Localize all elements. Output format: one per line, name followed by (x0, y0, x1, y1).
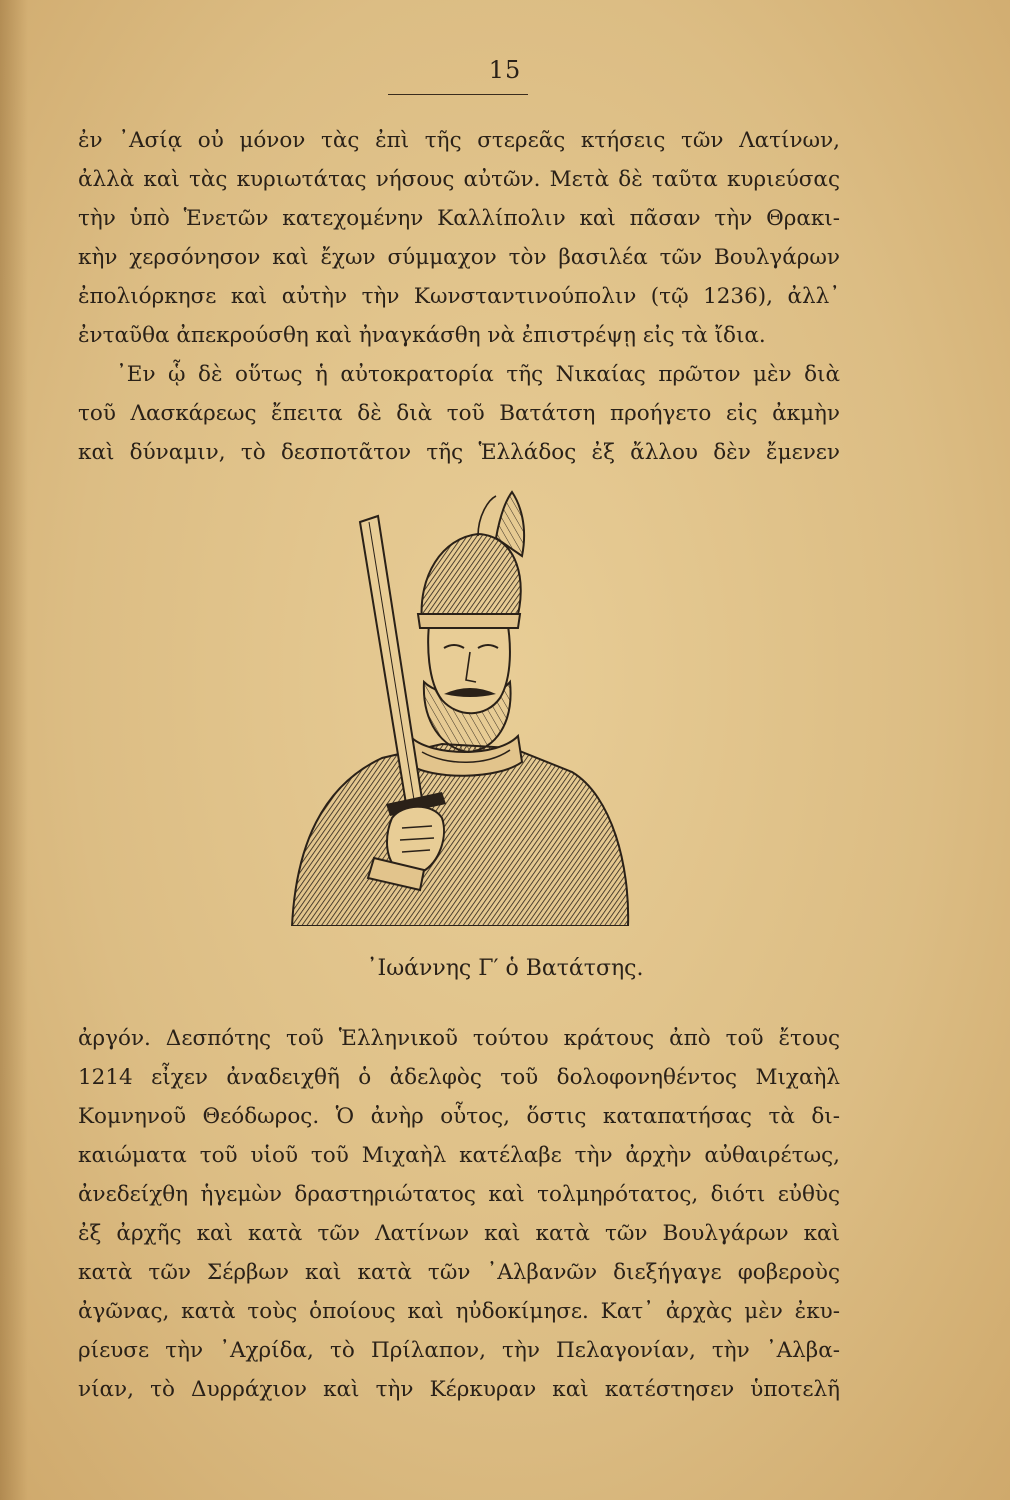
text-line: ἀργόν. Δεσπότης τοῦ Ἑλληνικοῦ τούτου κράτους ἀπὸ τοῦ ἔτους (78, 1026, 840, 1051)
text-line: 1214 εἶχεν ἀναδειχθῆ ὁ ἀδελφὸς τοῦ δολοφονηθέντος Μιχαὴλ (78, 1065, 840, 1090)
text-line: ἐνταῦθα ἀπεκρούσθη καὶ ἠναγκάσθη νὰ ἐπιστρέψῃ εἰς τὰ ἴδια. (78, 323, 766, 348)
text-line: καὶ δύναμιν, τὸ δεσποτᾶτον τῆς Ἑλλάδος ἐξ ἄλλου δὲν ἔμενεν (78, 440, 840, 465)
text-line: κατὰ τῶν Σέρβων καὶ κατὰ τῶν ᾿Αλβανῶν διεξήγαγε φοβεροὺς (78, 1260, 840, 1285)
text-line: καιώματα τοῦ υἱοῦ τοῦ Μιχαὴλ κατέλαβε τὴν ἀρχὴν αὐθαιρέτως, (78, 1143, 840, 1168)
text-line-paragraph-start: ᾿Εν ᾧ δὲ οὕτως ἡ αὐτοκρατορία τῆς Νικαίας πρῶτον μὲν διὰ (116, 362, 840, 387)
text-line: ἀλλὰ καὶ τὰς κυριωτάτας νήσους αὐτῶν. Μετὰ δὲ ταῦτα κυριεύσας (78, 167, 840, 192)
page-number-rule (388, 94, 528, 95)
text-block-bottom (78, 1019, 840, 1409)
text-line: ἀνεδείχθη ἡγεμὼν δραστηριώτατος καὶ τολμηρότατος, διότι εὐθὺς (78, 1182, 840, 1207)
text-line: ἀγῶνας, κατὰ τοὺς ὁποίους καὶ ηὐδοκίμησε. Κατ᾿ ἀρχὰς μὲν ἐκυ- (78, 1299, 840, 1324)
text-line: ἐν ᾿Ασίᾳ οὐ μόνον τὰς ἐπὶ τῆς στερεᾶς κτήσεις τῶν Λατίνων, (78, 128, 840, 153)
text-line: κὴν χερσόνησον καὶ ἔχων σύμμαχον τὸν βασιλέα τῶν Βουλγάρων (78, 245, 840, 270)
portrait-caption: ᾿Ιωάννης Γ′ ὁ Βατάτσης. (366, 956, 644, 981)
text-line: ἐπολιόρκησε καὶ αὐτὴν τὴν Κωνσταντινούπολιν (τῷ 1236), ἀλλ᾿ (78, 284, 840, 309)
text-line: Κομνηνοῦ Θεόδωρος. Ὁ ἀνὴρ οὗτος, ὅστις καταπατήσας τὰ δι- (78, 1104, 840, 1129)
page-number: 15 (488, 56, 522, 84)
text-line: τοῦ Λασκάρεως ἔπειτα δὲ διὰ τοῦ Βατάτση προήγετο εἰς ἀκμὴν (78, 401, 840, 426)
page-binding-shadow (0, 0, 28, 1500)
text-line: τὴν ὑπὸ Ἑνετῶν κατεχομένην Καλλίπολιν καὶ πᾶσαν τὴν Θρακι- (78, 206, 840, 231)
text-block-top (78, 121, 840, 472)
text-line: ρίευσε τὴν ᾿Αχρίδα, τὸ Πρίλαπον, τὴν Πελαγονίαν, τὴν ᾿Αλβα- (78, 1338, 840, 1363)
portrait-engraving (282, 486, 638, 926)
text-line: νίαν, τὸ Δυρράχιον καὶ τὴν Κέρκυραν καὶ κατέστησεν ὑποτελῆ (78, 1377, 840, 1402)
text-line: ἐξ ἀρχῆς καὶ κατὰ τῶν Λατίνων καὶ κατὰ τῶν Βουλγάρων καὶ (78, 1221, 840, 1246)
